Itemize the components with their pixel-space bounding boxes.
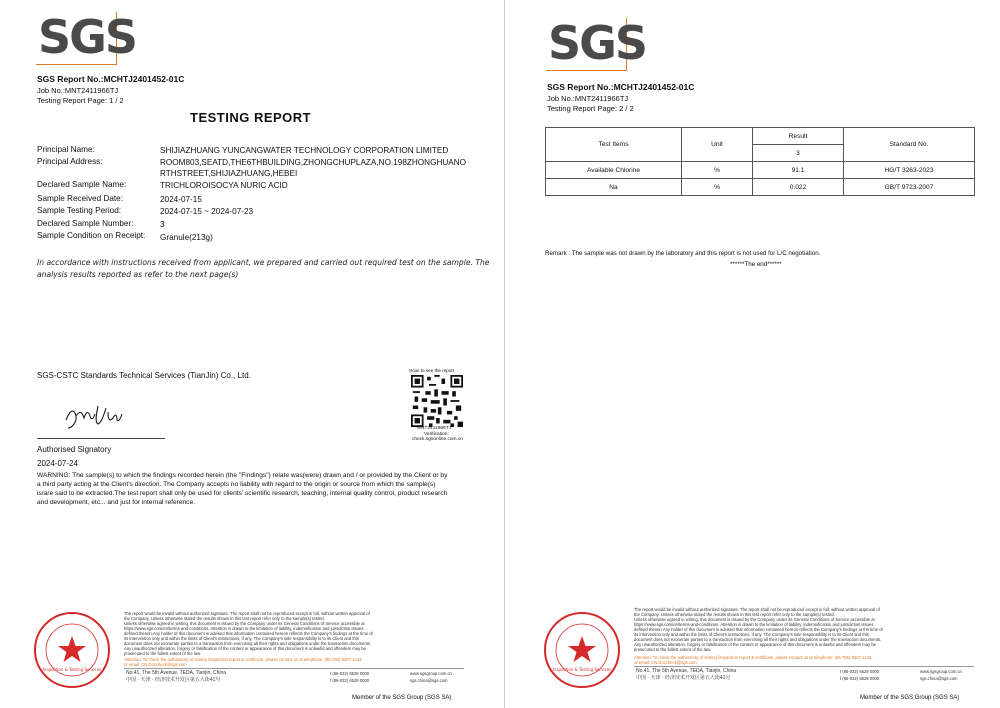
footer-line: the Company. Unless otherwise stated the results shown in this test report refer only to the sample(s) tested. [634, 612, 835, 617]
sample-number: 3 [160, 220, 165, 229]
testing-period: 2024-07-15 ~ 2024-07-23 [160, 207, 254, 216]
page-divider [504, 0, 505, 708]
field-label: Principal Address: [37, 157, 103, 166]
website: www.sgsgroup.com.cn [920, 669, 962, 674]
signature [62, 398, 132, 432]
sgs-logo: SGS [38, 10, 137, 64]
report-number: SGS Report No.:MCHTJ2401452-01C [547, 82, 695, 92]
cell-item: Available Chlorine [546, 162, 682, 179]
verification-url: check.sgsonline.com.cn [412, 437, 463, 442]
address-en: No.41, The 5th Avenue, TEDA, Tianjin, China [126, 670, 227, 676]
sign-date: 2024-07-24 [37, 459, 78, 468]
footer-rule [634, 666, 974, 667]
footer-line: https://www.sgs.com/en/terms-and-conditions. Attention is drawn to the limitation of liability, indemnification and jurisdiction issues [634, 622, 874, 627]
results-table [545, 127, 975, 196]
sample-name: TRICHLOROISOCYA NURIC ACID [160, 181, 288, 190]
table-row [546, 162, 975, 179]
footer-line: defined therein.Any holder of this document is advised that information contained hereon reflects the Company's findings at the time of [634, 627, 883, 632]
authenticity-notice: Attention: To check the authenticity of testing /inspection report & certificate, please contact us at telephone: (86-755) 8307 1443, [124, 657, 363, 662]
header-standard: Standard No. [844, 128, 975, 162]
page-number: Testing Report Page: 1 / 2 [37, 96, 124, 105]
inspection-stamp-icon [32, 610, 112, 690]
footer-line: Unless otherwise agreed in writing, this document is issued by the Company under its General Conditions of Service accessible at [124, 621, 365, 626]
phone-1: t (86-022) 6528 0000 [840, 669, 880, 674]
job-number: Job No.:MNT2411966TJ [547, 94, 629, 103]
field-label: Principal Name: [37, 145, 95, 154]
inspection-stamp-icon [542, 610, 622, 690]
warning-line: and development, etc... and just for internal reference. [37, 499, 195, 506]
job-number: Job No.:MNT2411966TJ [37, 86, 119, 95]
cell-standard: GB/T 9723-2007 [844, 179, 975, 196]
svg-text:Inspection & Testing Services: Inspection & Testing Services [552, 667, 612, 672]
footer-line: its intervention only and within the limits of Client's instructions, if any. The Company's sole responsibility is to its Client and this [634, 632, 869, 637]
member-text: Member of the SGS Group (SGS SA) [860, 695, 960, 701]
cell-unit: % [682, 162, 753, 179]
address-cn: 中国 · 天津 · 经济技术开发区第五大街41号 [126, 677, 221, 683]
member-text: Member of the SGS Group (SGS SA) [352, 695, 452, 701]
cell-item: Na [546, 179, 682, 196]
warning-line: a third party acting at the Client's direction. The Company accepts no liability with regard to the origin or source from which the sample(s) [37, 481, 436, 488]
footer-line: prosecuted to the fullest extent of the law. [124, 651, 202, 656]
signatory-title: Authorised Signatory [37, 445, 112, 454]
sample-condition: Granule(213g) [160, 233, 213, 242]
warning-line: is/are said to be extracted.The test report shall only be used for clients' scientific research, teaching, internal quality control, product research [37, 490, 448, 497]
field-label: Declared Sample Name: [37, 180, 127, 189]
qr-caption: Scan to see the report [409, 368, 455, 373]
field-label: Declared Sample Number: [37, 219, 134, 228]
footer-line: https://www.sgs.com/en/terms-and-conditions. Attention is drawn to the limitation of liability, indemnification and jurisdiction issues [124, 626, 364, 631]
principal-address-cont: RTHSTREET,SHIJIAZHUANG,HEBEI [160, 169, 298, 178]
report-page-2 [510, 0, 1000, 708]
verification-label: Verification: [424, 432, 449, 437]
signature-line [37, 438, 165, 439]
phone-2: f (86-022) 6528 0000 [330, 678, 370, 683]
footer-rule [124, 668, 464, 669]
field-label: Sample Testing Period: [37, 206, 122, 215]
qr-code-icon [408, 375, 466, 427]
footer-line: The report would be invalid without authorized signature. The report shall not be reproduced except in full, without written approval of [634, 607, 880, 612]
cell-unit: % [682, 179, 753, 196]
footer-line: prosecuted to the fullest extent of the law. [634, 647, 712, 652]
authenticity-email: or email: CN.Doccheck@sgs.com [634, 660, 697, 665]
footer-line: its intervention only and within the limits of Client's instructions, if any. The Company's sole responsibility is to its Client and this [124, 636, 359, 641]
end-marker: ******The end****** [730, 261, 782, 268]
phone-1: t (86-022) 6528 0000 [330, 671, 370, 676]
received-date: 2024-07-15 [160, 195, 202, 204]
svg-text:Inspection & Testing Services: Inspection & Testing Services [42, 667, 102, 672]
footer-line: Any unauthorized alteration, forgery or falsification of the content or appearance of this document is unlawful and offenders may be [634, 642, 877, 647]
field-label: Sample Condition on Receipt: [37, 231, 146, 240]
sgs-logo: SGS [548, 16, 647, 70]
header-result: Result [753, 128, 844, 145]
cell-result: 0.022 [753, 179, 844, 196]
footer-line: Unless otherwise agreed in writing, this document is issued by the Company under its General Conditions of Service accessible at [634, 617, 875, 622]
address-cn: 中国 · 天津 · 经济技术开发区第五大街41号 [636, 675, 731, 681]
authenticity-email: or email: CN.Doccheck@sgs.com [124, 662, 187, 667]
address-en: No.41, The 5th Avenue, TEDA, Tianjin, China [636, 668, 737, 674]
footer-line: document does not exonerate parties to a transaction from exercising all their rights and obligations under the transaction documents. [124, 641, 372, 646]
warning-line: WARNING: The sample(s) to which the findings recorded herein (the "Findings") relate was(were) drawn and / or provided by the Client or by [37, 472, 448, 479]
header-unit: Unit [682, 128, 753, 162]
report-number: SGS Report No.:MCHTJ2401452-01C [37, 74, 185, 84]
cell-result: 91.1 [753, 162, 844, 179]
email: sgs.china@sgs.com [410, 678, 448, 683]
email: sgs.china@sgs.com [920, 676, 958, 681]
footer-line: document does not exonerate parties to a transaction from exercising all their rights and obligations under the transaction documents. [634, 637, 882, 642]
statement-line-2: analysis results reported as refer to the next page(s) [37, 270, 239, 279]
cell-standard: HG/T 3263-2023 [844, 162, 975, 179]
remark: Remark : The sample was not drawn by the laboratory and this report is not used for L/C negotiation. [545, 250, 821, 257]
qr-code-text: MNT2411966TJ [417, 426, 452, 431]
page-number: Testing Report Page: 2 / 2 [547, 104, 634, 113]
principal-address: ROOM803,SEATD,THE6THBUILDING,ZHONGCHUPLAZA,NO.198ZHONGHUANO [160, 158, 467, 167]
website: www.sgsgroup.com.cn [410, 671, 452, 676]
footer-line: the Company. Unless otherwise stated the results shown in this test report refer only to the sample(s) tested. [124, 616, 325, 621]
footer-line: defined therein.Any holder of this document is advised that information contained hereon reflects the Company's findings at the time of [124, 631, 373, 636]
footer-line: Any unauthorized alteration, forgery or falsification of the content or appearance of this document is unlawful and offenders may be [124, 646, 367, 651]
authenticity-notice: Attention: To check the authenticity of testing /inspection report & certificate, please contact us at telephone: (86-755) 8307 1443, [634, 655, 873, 660]
report-title: TESTING REPORT [190, 110, 312, 125]
principal-name: SHIJIAZHUANG YUNCANGWATER TECHNOLOGY CORPORATION LIMITED [160, 146, 449, 155]
field-label: Sample Received Date: [37, 194, 124, 203]
header-test-items: Test Items [546, 128, 682, 162]
statement-line-1: In accordance with instructions received from applicant, we prepared and carried out required test on the sample. The [37, 258, 490, 267]
company-name: SGS-CSTC Standards Technical Services (TianJin) Co., Ltd. [37, 371, 251, 380]
footer-line: The report would be invalid without authorized signature. The report shall not be reproduced except in full, without written approval of [124, 611, 370, 616]
phone-2: f (86-022) 6528 0000 [840, 676, 880, 681]
header-sample-number: 3 [753, 145, 844, 162]
table-row [546, 179, 975, 196]
